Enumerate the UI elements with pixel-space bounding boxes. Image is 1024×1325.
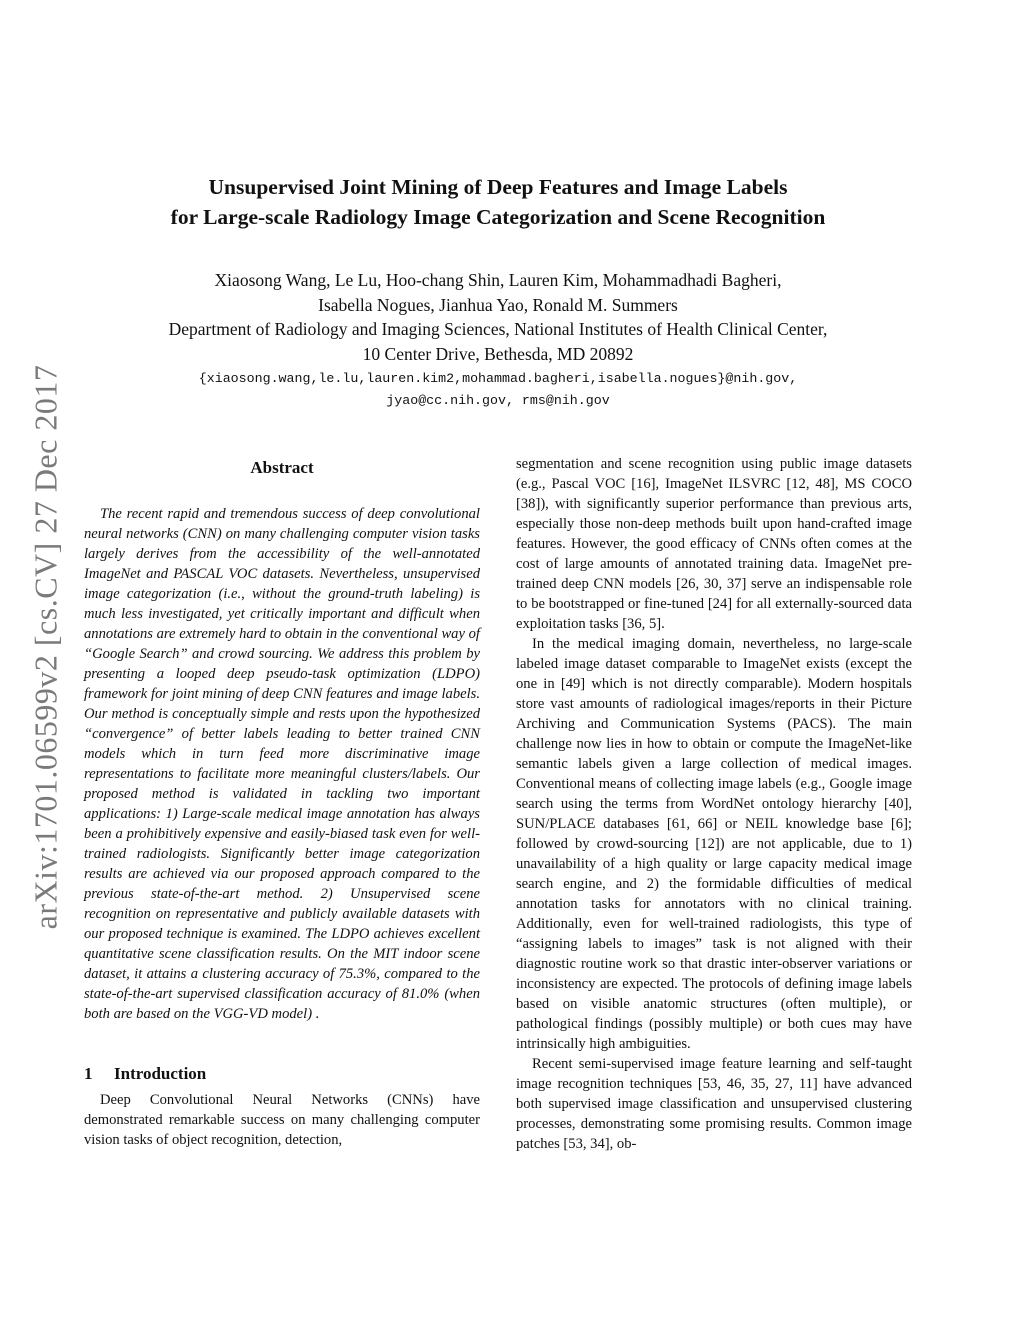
intro-paragraph-2: In the medical imaging domain, nevertheless, no large-scale labeled image dataset comparable to ImageNet exists (except the one in [49] which is not directly comparable). Modern hospitals store vast amounts of radiological images/reports in their Picture Archiving and Communication Systems (PACS). The main challenge now lies in how to obtain or compute the ImageNet-like semantic labels given a large collection of medical images. Conventional means of collecting image labels (e.g., Google image search using the terms from WordNet ontology hierarchy [40], SUN/PLACE databases [61, 66] or NEIL knowledge base [6]; followed by crowd-sourcing [12]) are not applicable, due to 1) unavailability of a high quality or large capacity medical image search engine, and 2) the formidable difficulties of medical annotation tasks for annotators with no clinical training. Additionally, even for well-trained radiologists, this type of “assigning labels to images” task is not aligned with their diagnostic routine work so that drastic inter-observer variations or inconsistency are expected. The protocols of defining image labels based on visible anatomic structures (often multiple), or pathological findings (possibly multiple) or both cues may have intrinsically high ambiguities.: [516, 636, 912, 1052]
section-title: Introduction: [114, 1064, 207, 1083]
left-column: [84, 454, 480, 1150]
title-line-2: for Large-scale Radiology Image Categorization and Scene Recognition: [170, 205, 826, 229]
email-line-2: jyao@cc.nih.gov, rms@nih.gov: [386, 393, 610, 408]
affiliation-line-2: 10 Center Drive, Bethesda, MD 20892: [362, 343, 634, 364]
author-names-line-1: Xiaosong Wang, Le Lu, Hoo-chang Shin, Lauren Kim, Mohammadhadi Bagheri,: [214, 270, 782, 290]
author-block: [80, 268, 916, 366]
section-number: 1: [84, 1064, 93, 1083]
intro-paragraph-1: Deep Convolutional Neural Networks (CNNs) have demonstrated remarkable success on many challenging computer vision tasks of object recognition, detection,: [84, 1092, 480, 1148]
section-heading-introduction: [84, 1062, 480, 1086]
right-column: [516, 454, 912, 1154]
email-line-1: {xiaosong.wang,le.lu,lauren.kim2,mohammad.bagheri,isabella.nogues}@nih.gov,: [198, 371, 798, 386]
author-emails: [80, 368, 916, 412]
intro-paragraph-continued: segmentation and scene recognition using public image datasets (e.g., Pascal VOC [16], ImageNet ILSVRC [12, 48], MS COCO [38]), with significantly superior performance than previous arts, especially those non-deep methods built upon hand-crafted image features. However, the good efficacy of CNNs often comes at the cost of large amounts of annotated training data. ImageNet pre-trained deep CNN models [26, 30, 37] serve an indispensable role to be bootstrapped or fine-tuned [24] for all externally-sourced data exploitation tasks [36, 5].: [516, 456, 912, 632]
title-line-1: Unsupervised Joint Mining of Deep Features and Image Labels: [208, 175, 788, 199]
author-names-line-2: Isabella Nogues, Jianhua Yao, Ronald M. Summers: [318, 294, 678, 315]
arxiv-identifier: arXiv:1701.06599v2 [cs.CV] 27 Dec 2017: [27, 364, 64, 930]
abstract-body: The recent rapid and tremendous success of deep convolutional neural networks (CNN) on many challenging computer vision tasks largely derives from the accessibility of the well-annotated ImageNet and PASCAL VOC datasets. Nevertheless, unsupervised image categorization (i.e., without the ground-truth labeling) is much less investigated, yet critically important and difficult when annotations are extremely hard to obtain in the conventional way of “Google Search” and crowd sourcing. We address this problem by presenting a looped deep pseudo-task optimization (LDPO) framework for joint mining of deep CNN features and image labels. Our method is conceptually simple and rests upon the hypothesized “convergence” of better labels leading to better trained CNN models which in turn feed more discriminative image representations to facilitate more meaningful clusters/labels. Our proposed method is validated in tackling two important applications: 1) Large-scale medical image annotation has always been a prohibitively expensive and easily-biased task even for well-trained radiologists. Significantly better image categorization results are achieved via our proposed approach compared to the previous state-of-the-art method. 2) Unsupervised scene recognition on representative and publicly available datasets with our proposed technique is examined. The LDPO achieves excellent quantitative scene classification results. On the MIT indoor scene dataset, it attains a clustering accuracy of 75.3%, compared to the state-of-the-art supervised classification accuracy of 81.0% (when both are based on the VGG-VD model) .: [84, 506, 480, 1022]
paper-title: [80, 172, 916, 232]
intro-paragraph-3: Recent semi-supervised image feature learning and self-taught image recognition techniques [53, 46, 35, 27, 11] have advanced both supervised image classification and unsupervised clustering processes, demonstrating some promising results. Common image patches [53, 34], ob-: [516, 1056, 912, 1152]
abstract-heading: Abstract: [250, 458, 314, 477]
affiliation-line-1: Department of Radiology and Imaging Sciences, National Institutes of Health Clinical Center,: [168, 319, 828, 339]
